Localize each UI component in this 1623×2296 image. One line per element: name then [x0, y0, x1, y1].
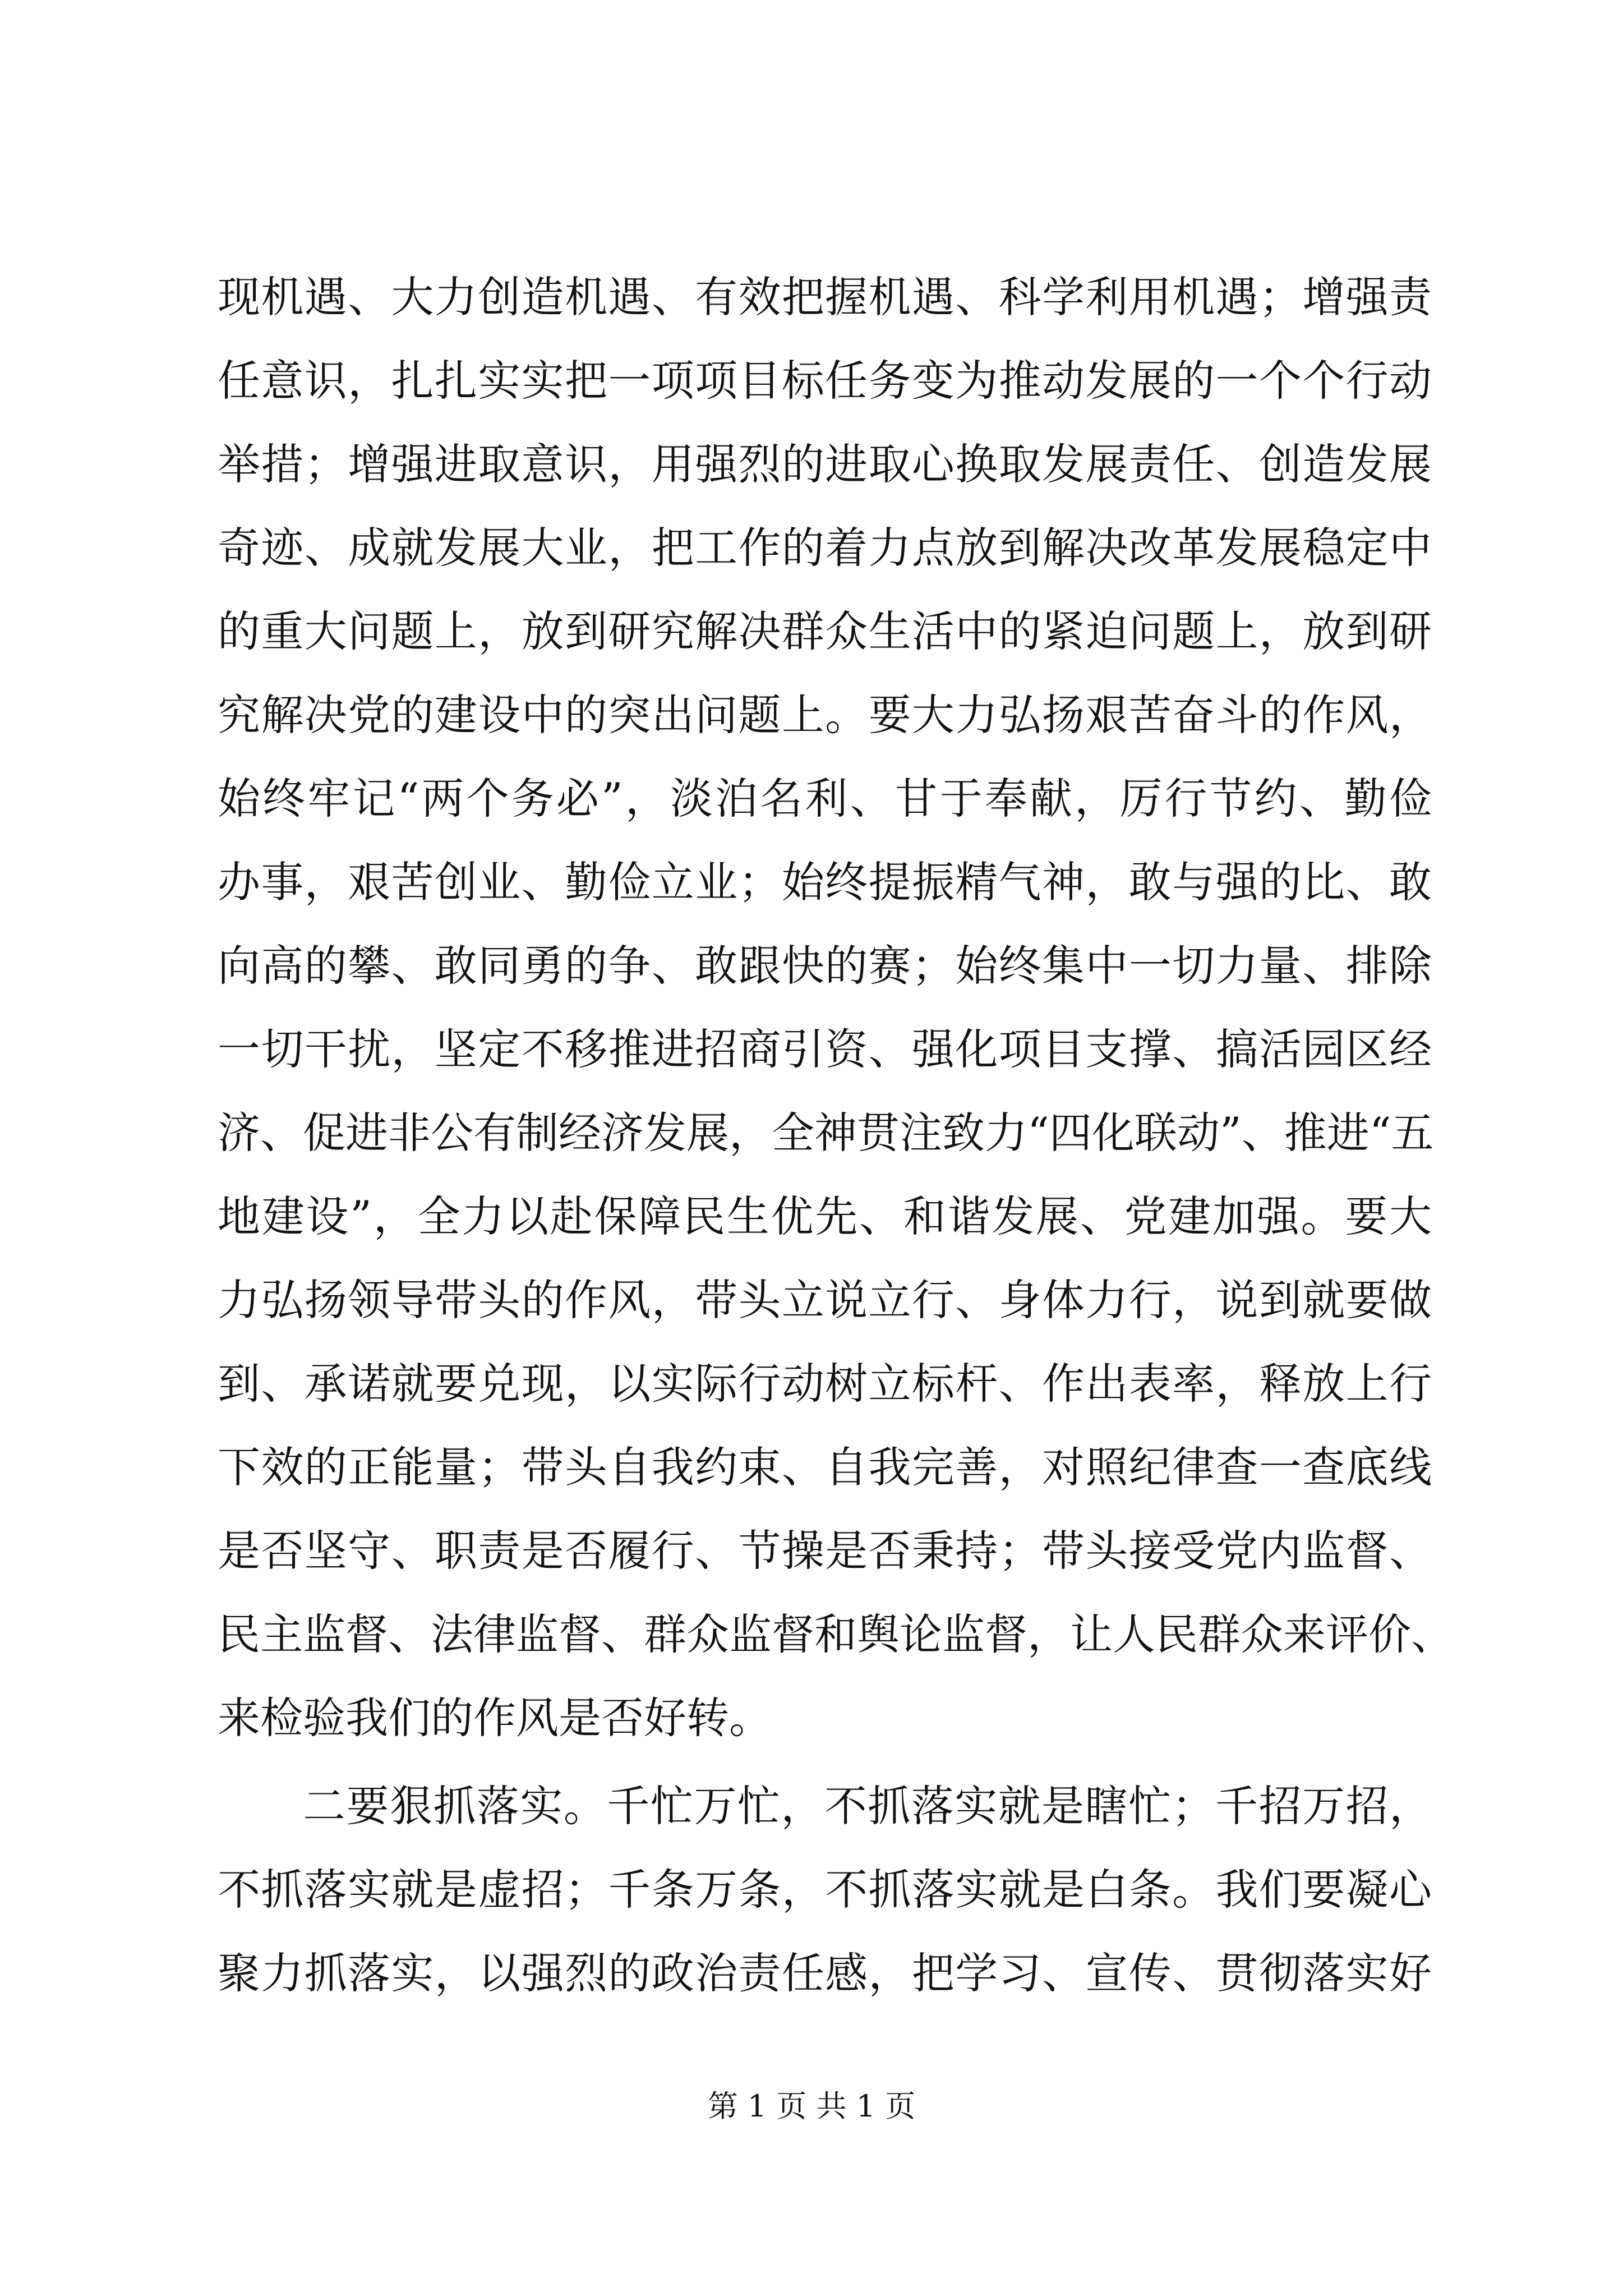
text-line: 任意识，扎扎实实把一项项目标任务变为推动发展的一个个行动: [218, 356, 1432, 406]
text-line: 力弘扬领导带头的作风，带头立说立行、身体力行，说到就要做: [218, 1275, 1432, 1325]
text-line: 不抓落实就是虚招；千条万条，不抓落实就是白条。我们要凝心: [218, 1865, 1432, 1915]
text-line: 来检验我们的作风是否好转。: [218, 1693, 772, 1743]
text-line: 是否坚守、职责是否履行、节操是否秉持；带头接受党内监督、: [218, 1526, 1432, 1576]
page-number-footer: 第 1 页 共 1 页: [707, 2088, 916, 2124]
text-line: 向高的攀、敢同勇的争、敢跟快的赛；始终集中一切力量、排除: [218, 941, 1432, 991]
text-line: 济、促进非公有制经济发展，全神贯注致力“四化联动”、推进“五: [218, 1108, 1434, 1158]
text-line: 民主监督、法律监督、群众监督和舆论监督，让人民群众来评价、: [218, 1609, 1454, 1659]
text-line: 下效的正能量；带头自我约束、自我完善，对照纪律查一查底线: [218, 1442, 1432, 1492]
text-line: 的重大问题上，放到研究解决群众生活中的紧迫问题上，放到研: [218, 606, 1432, 656]
text-line: 地建设”，全力以赴保障民生优先、和谐发展、党建加强。要大: [218, 1191, 1432, 1241]
document-body: [218, 255, 1454, 2015]
paragraph-1: [218, 255, 1454, 1760]
text-line: 二要狠抓落实。千忙万忙，不抓落实就是瞎忙；千招万招，: [303, 1781, 1432, 1831]
text-line: 始终牢记“两个务必”，淡泊名利、甘于奉献，厉行节约、勤俭: [218, 774, 1432, 823]
text-line: 举措；增强进取意识，用强烈的进取心换取发展责任、创造发展: [218, 439, 1432, 489]
text-line: 到、承诺就要兑现，以实际行动树立标杆、作出表率，释放上行: [218, 1359, 1432, 1409]
text-line: 一切干扰，坚定不移推进招商引资、强化项目支撑、搞活园区经: [218, 1024, 1432, 1074]
text-line: 现机遇、大力创造机遇、有效把握机遇、科学利用机遇；增强责: [218, 272, 1432, 322]
text-line: 究解决党的建设中的突出问题上。要大力弘扬艰苦奋斗的作风，: [218, 690, 1432, 740]
text-line: 办事，艰苦创业、勤俭立业；始终提振精气神，敢与强的比、敢: [218, 857, 1432, 907]
text-line: 奇迹、成就发展大业，把工作的着力点放到解决改革发展稳定中: [218, 523, 1432, 573]
paragraph-2: [218, 1764, 1432, 2015]
text-line: 聚力抓落实，以强烈的政治责任感，把学习、宣传、贯彻落实好: [218, 1948, 1432, 1998]
